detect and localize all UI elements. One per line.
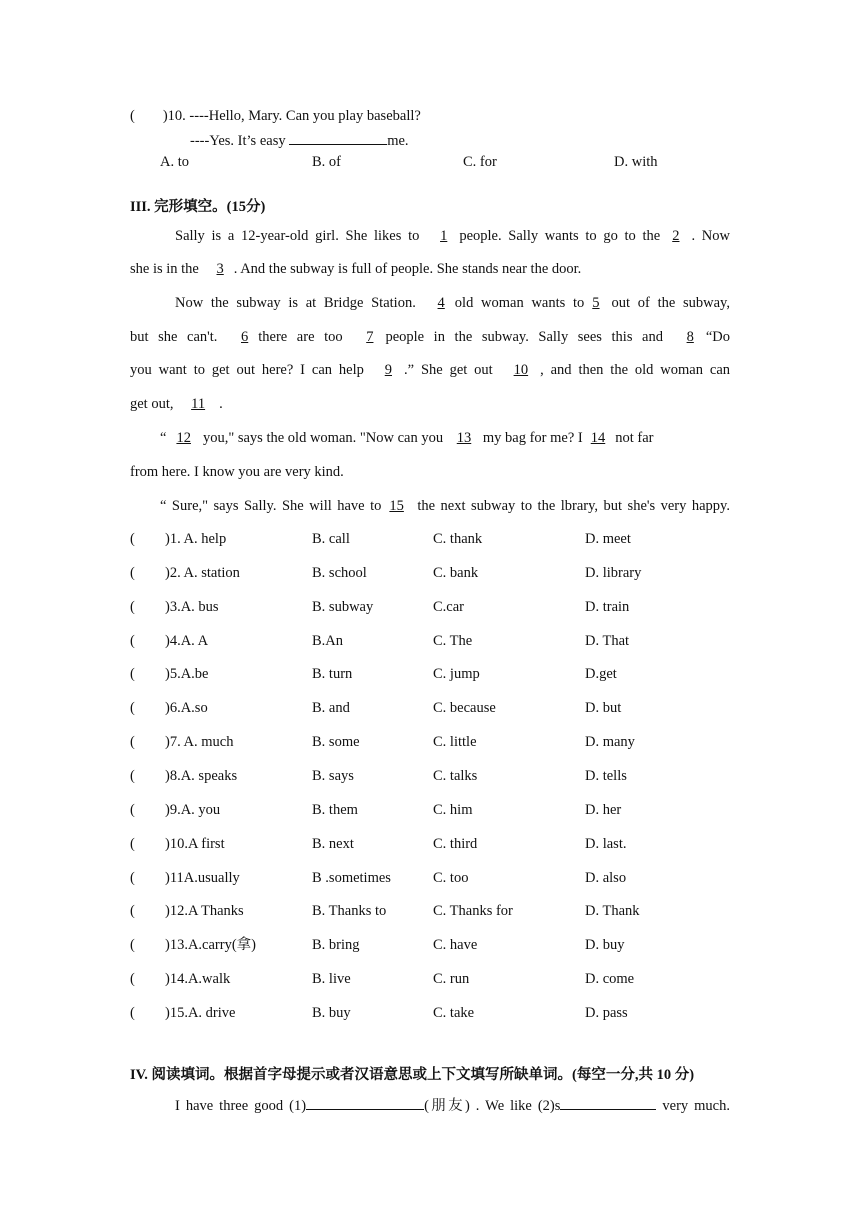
reading-blank-2 [560,1095,656,1110]
reading-line-1: I have three good (1) (朋友) . We like (2)s very much. [175,1095,730,1115]
cloze-line-4: but she can't. 6 there are too 7 people in the subway. Sally sees this and 8 “Do [130,329,730,345]
question-1-option-b: B. call [312,531,350,547]
q10-option-a: A. to [160,154,189,170]
cloze-line-7: “ 12 you," says the old woman. "Now can you 13 my bag for me? I 14 not far [160,430,654,446]
question-15-answer-paren: ( [130,1005,135,1021]
cloze-line-5: you want to get out here? I can help 9 .” She get out 10 , and then the old woman can [130,362,731,378]
question-15-option-b: B. buy [312,1005,351,1021]
question-15-option-c: C. take [433,1005,475,1021]
question-15-option-d: D. pass [585,1005,628,1021]
question-5-answer-paren: ( [130,666,135,682]
question-3-option-d: D. train [585,599,630,615]
question-3-option-a: )3.A. bus [165,599,219,615]
question-2-option-b: B. school [312,565,367,581]
question-2-option-a: )2. A. station [165,565,240,581]
question-9-option-a: )9.A. you [165,802,221,818]
question-11-option-a: )11A.usually [165,870,240,886]
question-2-option-c: C. bank [433,565,479,581]
section-4-title: IV. 阅读填词。根据首字母提示或者汉语意思或上下文填写所缺单词。(每空一分,共 10 分) [130,1067,695,1083]
question-4-option-c: C. The [433,633,473,649]
question-13-answer-paren: ( [130,937,135,953]
question-14-answer-paren: ( [130,971,135,987]
q10-option-d: D. with [614,154,658,170]
question-7-answer-paren: ( [130,734,135,750]
question-13-option-b: B. bring [312,937,360,953]
question-3-option-c: C.car [433,599,464,615]
question-11-option-d: D. also [585,870,627,886]
question-7-option-b: B. some [312,734,360,750]
question-1-option-a: )1. A. help [165,531,227,547]
question-3-option-b: B. subway [312,599,374,615]
question-8-option-c: C. talks [433,768,478,784]
question-4-answer-paren: ( [130,633,135,649]
q10-answer-line: ----Yes. It’s easy me. [190,130,409,150]
question-4-option-d: D. That [585,633,630,649]
question-6-answer-paren: ( [130,700,135,716]
question-5-option-a: )5.A.be [165,666,209,682]
q10-blank [289,130,387,145]
question-11-answer-paren: ( [130,870,135,886]
question-4-option-a: )4.A. A [165,633,209,649]
question-3-answer-paren: ( [130,599,135,615]
question-6-option-a: )6.A.so [165,700,208,716]
cloze-line-2: she is in the 3 . And the subway is full of people. She stands near the door. [130,261,582,277]
question-1-option-d: D. meet [585,531,631,547]
q10-option-c: C. for [463,154,497,170]
section-3-title: III. 完形填空。(15分) [130,199,266,215]
question-1-option-c: C. thank [433,531,483,547]
question-14-option-a: )14.A.walk [165,971,231,987]
question-14-option-d: D. come [585,971,635,987]
cloze-line-6: get out, 11 . [130,396,223,412]
question-6-option-c: C. because [433,700,496,716]
question-7-option-a: )7. A. much [165,734,234,750]
q10-stem [130,107,421,125]
cloze-line-9: “ Sure," says Sally. She will have to 15 the next subway to the lbrary, but she's very happy. [160,498,730,514]
question-5-option-c: C. jump [433,666,480,682]
cloze-line-3: Now the subway is at Bridge Station. 4 old woman wants to 5 out of the subway, [175,295,730,311]
q10-paren: ( [130,108,135,124]
question-7-option-d: D. many [585,734,635,750]
question-10-option-d: D. last. [585,836,627,852]
question-13-option-c: C. have [433,937,478,953]
question-9-option-d: D. her [585,802,622,818]
question-14-option-c: C. run [433,971,470,987]
question-5-option-d: D.get [585,666,617,682]
question-8-option-b: B. says [312,768,354,784]
question-13-option-d: D. buy [585,937,625,953]
question-14-option-b: B. live [312,971,351,987]
question-9-option-b: B. them [312,802,358,818]
question-6-option-b: B. and [312,700,350,716]
question-15-option-a: )15.A. drive [165,1005,236,1021]
question-12-option-a: )12.A Thanks [165,903,244,919]
question-6-option-d: D. but [585,700,622,716]
question-8-answer-paren: ( [130,768,135,784]
question-9-option-c: C. him [433,802,473,818]
question-11-option-c: C. too [433,870,469,886]
question-12-option-d: D. Thank [585,903,640,919]
question-12-answer-paren: ( [130,903,135,919]
question-7-option-c: C. little [433,734,477,750]
cloze-line-1: Sally is a 12-year-old girl. She likes to 1 people. Sally wants to go to the 2 . Now [175,228,730,244]
question-8-option-a: )8.A. speaks [165,768,238,784]
question-5-option-b: B. turn [312,666,353,682]
question-2-option-d: D. library [585,565,642,581]
question-4-option-b: B.An [312,633,344,649]
cloze-line-8: from here. I know you are very kind. [130,464,344,480]
q10-option-b: B. of [312,154,341,170]
question-10-option-b: B. next [312,836,354,852]
question-11-option-b: B .sometimes [312,870,391,886]
question-10-option-c: C. third [433,836,478,852]
question-10-answer-paren: ( [130,836,135,852]
question-13-option-a: )13.A.carry(拿) [165,937,256,953]
question-1-answer-paren: ( [130,531,135,547]
reading-blank-1 [306,1095,424,1110]
q10-question: )10. ----Hello, Mary. Can you play baseball? [162,108,421,124]
question-8-option-d: D. tells [585,768,627,784]
question-12-option-c: C. Thanks for [433,903,513,919]
question-10-option-a: )10.A first [165,836,225,852]
question-12-option-b: B. Thanks to [312,903,387,919]
question-2-answer-paren: ( [130,565,135,581]
question-9-answer-paren: ( [130,802,135,818]
